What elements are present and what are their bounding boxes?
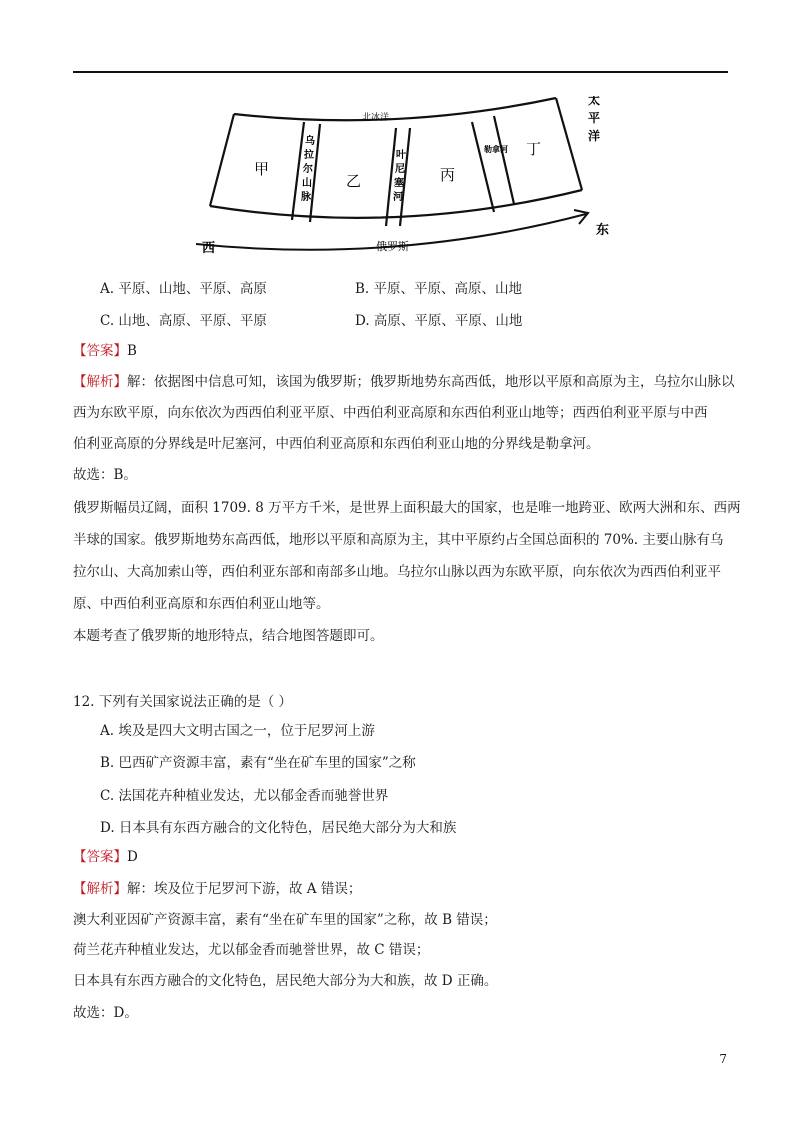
q11-choose: 故选：B。: [73, 467, 137, 483]
region-bing: 丙: [440, 166, 456, 184]
q12-option-b: B. 巴西矿产资源丰富，素有“坐在矿车里的国家”之称: [100, 755, 416, 771]
ocean-label-1: 太: [588, 96, 601, 107]
q11-option-a: A. 平原、山地、平原、高原: [100, 281, 267, 297]
q11-option-c: C. 山地、高原、平原、平原: [100, 313, 267, 329]
analysis-tag: 【解析】: [73, 881, 127, 897]
yenisei-4: 河: [393, 192, 403, 203]
q11-analysis-line-3: 伯利亚高原的分界线是叶尼塞河，中西伯利亚高原和东西伯利亚山地的分界线是勒拿河。: [73, 436, 600, 452]
answer-value: D: [127, 849, 138, 865]
ural-3: 尔: [303, 164, 313, 175]
region-yi: 乙: [346, 172, 362, 190]
q12-option-d: D. 日本具有东西方融合的文化特色，居民绝大部分为大和族: [100, 820, 457, 836]
yenisei-1: 叶: [396, 150, 406, 161]
q12-answer: [73, 847, 138, 867]
q12-analysis-line-4: 日本具有东西方融合的文化特色，居民绝大部分为大和族，故 D 正确。: [73, 973, 498, 989]
q11-option-d: D. 高原、平原、平原、山地: [355, 313, 523, 329]
east-label: 东: [596, 223, 610, 238]
q11-extra-line-1: 俄罗斯幅员辽阔，面积 1709. 8 万平方千米，是世界上面积最大的国家，也是唯一地跨亚、欧两大洲和东、西两: [73, 500, 741, 516]
region-ding: 丁: [526, 140, 542, 158]
q11-analysis-line-2: 西为东欧平原，向东依次为西西伯利亚平原、中西伯利亚高原和东西伯利亚山地等；西西伯利亚平原与中西: [73, 405, 708, 421]
q11-extra-line-3: 拉尔山、大高加索山等，西伯利亚东部和南部多山地。乌拉尔山脉以西为东欧平原，向东依次为西西伯利亚平: [73, 564, 721, 580]
analysis-text: 解：埃及位于尼罗河下游，故 A 错误；: [127, 881, 362, 897]
ocean-label-2: 平: [588, 111, 601, 125]
ural-1: 乌: [305, 136, 315, 147]
q12-choose: 故选：D。: [73, 1005, 138, 1021]
page-number: 7: [719, 1052, 727, 1066]
ural-4: 山: [302, 178, 312, 189]
analysis-tag: 【解析】: [73, 374, 127, 390]
q11-extra-line-2: 半球的国家。俄罗斯地势东高西低，地形以平原和高原为主，其中平原约占全国总面积的 70%. 主要山脉有乌: [73, 532, 724, 548]
answer-tag: 【答案】: [73, 849, 127, 865]
q11-analysis-line-1: [73, 372, 735, 392]
yenisei-2: 尼: [395, 164, 405, 175]
arctic-label: 北冰洋: [362, 113, 390, 123]
analysis-text: 解：依据图中信息可知，该国为俄罗斯；俄罗斯地势东高西低，地形以平原和高原为主，乌拉尔山脉以: [127, 374, 735, 390]
q11-answer: [73, 341, 137, 361]
answer-value: B: [127, 343, 137, 359]
region-jia: 甲: [254, 160, 270, 178]
q12-option-a: A. 埃及是四大文明古国之一，位于尼罗河上游: [100, 723, 375, 739]
q12-analysis-line-3: 荷兰花卉种植业发达，尤以郁金香而驰誉世界，故 C 错误；: [73, 942, 430, 958]
lena-label: 勒拿河: [484, 144, 508, 154]
q12-stem: 12. 下列有关国家说法正确的是（ ）: [73, 694, 293, 710]
q12-option-c: C. 法国花卉种植业发达，尤以郁金香而驰誉世界: [100, 788, 389, 804]
q11-summary: 本题考查了俄罗斯的地形特点，结合地图答题即可。: [73, 628, 384, 644]
ural-5: 脉: [301, 192, 311, 203]
west-label: 西: [202, 241, 216, 256]
q11-extra-line-4: 原、中西伯利亚高原和东西伯利亚山地等。: [73, 596, 330, 612]
diagram-svg: [196, 96, 616, 260]
q12-analysis-line-2: 澳大利亚因矿产资源丰富，素有“坐在矿车里的国家”之称，故 B 错误；: [73, 912, 497, 928]
russia-terrain-diagram: [196, 96, 616, 260]
answer-tag: 【答案】: [73, 343, 127, 359]
q11-option-b: B. 平原、平原、高原、山地: [355, 281, 523, 297]
ural-2: 拉: [304, 150, 314, 161]
q12-analysis-line-1: [73, 879, 361, 899]
header-rule: [73, 71, 728, 73]
ocean-label-3: 洋: [588, 129, 601, 143]
yenisei-3: 塞: [394, 178, 404, 189]
country-label: 俄罗斯: [376, 240, 409, 253]
